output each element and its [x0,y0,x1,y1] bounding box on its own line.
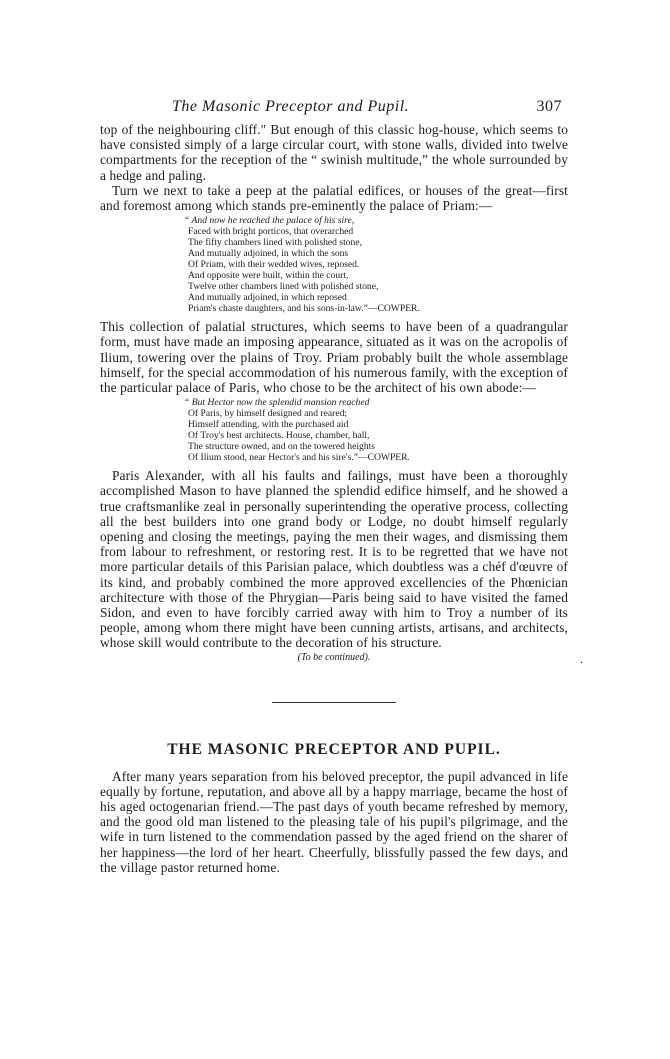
quote-line: “ And now he reached the palace of his sire, [184,215,355,227]
quote-line: Of Troy's best architects. House, chamber, hall, [188,430,370,442]
quote-line: Himself attending, with the purchased aid [188,419,349,431]
to-be-continued: (To be continued). [297,651,371,663]
quote-line: And mutually adjoined, in which the sons [188,248,349,260]
quote-line: And opposite were built, within the court, [188,270,349,282]
quote-paris-mansion [184,397,568,464]
running-head [100,96,568,122]
quote-line: Of Paris, by himself designed and reared; [188,408,348,420]
running-title: The Masonic Preceptor and Pupil. [172,98,410,115]
quote-line: Faced with bright porticos, that overarched [188,226,354,238]
paragraph-palatial-edifices: Turn we next to take a peep at the palatial edifices, or houses of the great—first and foremost among which stands pre-eminently the palace of Priam:— [100,182,568,214]
paragraph-paris-alexander: Paris Alexander, with all his faults and failings, must have been a thoroughly accomplished Mason to have planned the splendid edifice himself, and he showed a true craftsmanlike zeal in personally superintending the operative process, collecting all the best builders into one grand body or Lodge, no doubt himself regularly opening and closing the meetings, paying the men their wages, and dismissing them from labour to refreshment, or restoring rest. It is to be regretted that we have not more particular details of this Parisian palace, which doubtless was a chéf d'œuvre of its kind, and probably combined the more approved excellencies of the Phœnician architecture with those of the Phrygian—Paris being said to have visited the famed Sidon, and even to have forcibly carried away with him to Troy a number of its people, among whom there might have been cunning artists, artisans, and architects, whose skill would contribute to the decoration of his structure. [100,468,568,651]
section-title: THE MASONIC PRECEPTOR AND PUPIL. [167,740,501,758]
quote-line: The fifty chambers lined with polished stone, [188,237,362,249]
quote-line: Twelve other chambers lined with polished stone, [188,281,379,293]
book-page [100,96,568,875]
quote-priam-palace [184,215,568,315]
quote-line: And mutually adjoined, in which reposed [188,292,347,304]
paragraph-preceptor-pupil: After many years separation from his beloved preceptor, the pupil advanced in life equally by fortune, reputation, and above all by a happy marriage, became the host of his aged octogenarian friend.—The past days of youth became refreshed by memory, and the good old man listened to the pleasing tale of his pupil's pilgrimage, and the wife in turn listened to the commendation passed by the aged friend on the sharer of her happiness—the lord of her heart. Cheerfully, blissfully passed the few days, and the village pastor returned home. [100,768,568,875]
quote-line: “ But Hector now the splendid mansion reached [184,397,370,409]
paragraph-palatial-structures: This collection of palatial structures, which seems to have been of a quadrangular form, must have made an imposing appearance, situated as it was on the acropolis of Ilium, towering over the plains of Troy. Priam probably built the whole assemblage himself, for the special accommodation of his numerous family, with the exception of the particular palace of Paris, who chose to be the architect of his own abode:— [100,319,568,396]
margin-mark: . [580,652,583,666]
paragraph-hog-house: top of the neighbouring cliff." But enough of this classic hog-house, which seems to have consisted simply of a large circular court, with stone walls, divided into twelve compartments for the reception of the “ swinish multitude,” the whole surrounded by a hedge and paling. [100,122,568,183]
quote-line: Priam's chaste daughters, and his sons-in-law.”—COWPER. [188,303,420,315]
quote-line: Of Ilium stood, near Hector's and his sire's.”—COWPER. [188,452,410,464]
quote-line: The structure owned, and on the towered heights [188,441,376,453]
section-divider [272,702,396,703]
page-number: 307 [536,98,562,115]
quote-line: Of Priam, with their wedded wives, reposed. [188,259,360,271]
